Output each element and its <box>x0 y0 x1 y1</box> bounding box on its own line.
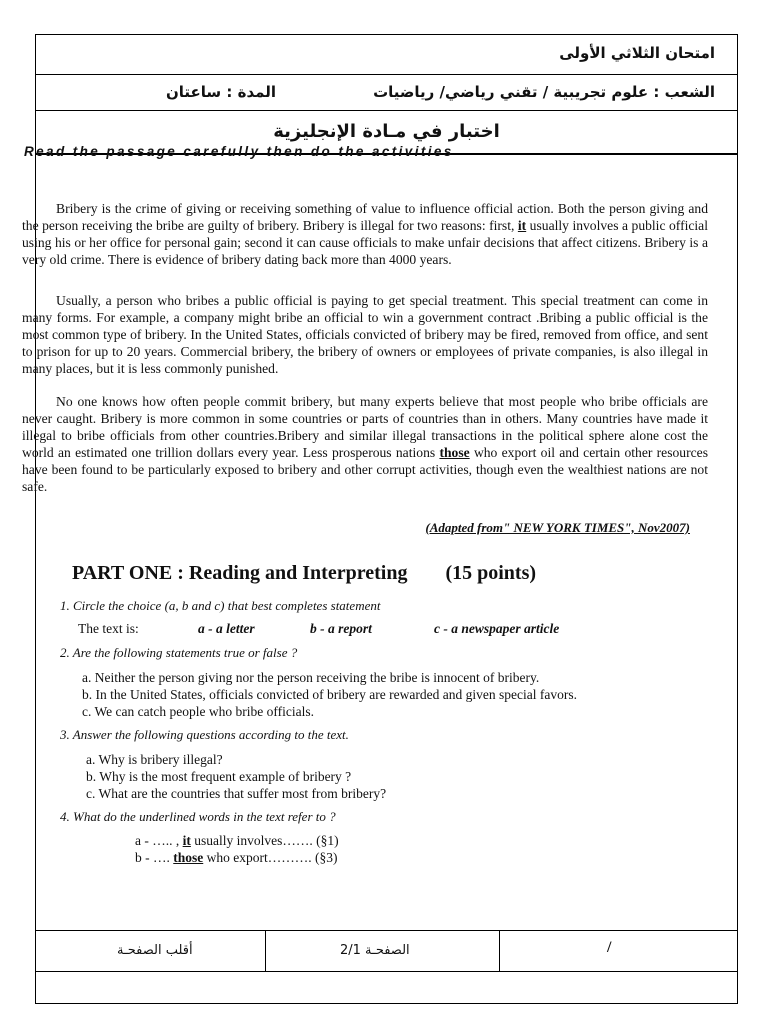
header-row-streams <box>36 75 737 111</box>
question-3: 3. Answer the following questions according to the text. <box>60 727 349 742</box>
passage-paragraph-3 <box>22 394 708 495</box>
streams-label: الشعب : علوم تجريبية / تقني رياضي/ رياضيات <box>373 83 715 101</box>
exam-title: امتحان الثلاثي الأولى <box>559 44 715 62</box>
q1-option-c: c - a newspaper article <box>434 621 560 636</box>
question-4: 4. What do the underlined words in the text refer to ? <box>60 809 336 824</box>
subject-title: اختبار في مـادة الإنجليزية <box>273 121 500 142</box>
q4-reference-a <box>135 833 339 849</box>
header-row-exam <box>36 35 737 75</box>
passage-paragraph-2 <box>22 293 708 378</box>
footer-divider <box>499 931 500 971</box>
q4-b-suffix: who export………. (§3) <box>203 850 338 865</box>
instruction-text: Read the passage carefully then do the activities <box>24 144 454 159</box>
q4-b-word: those <box>173 850 204 865</box>
p3-text-a: No one knows how often people commit bribery, but many experts believe that most people who bribe officials are never caught. Bribery is more common in some countries or parts of countries than in others. Many countries have made it illegal to bribe officials from other countries.Bribery and similar illegal transactions in the political sphere alone cost the world an estimated one trillion dollars every year. Less prosperous nations <box>22 394 708 460</box>
p2-text: Usually, a person who bribes a public official is paying to get special treatment. This special treatment can come in many forms. For example, a company might bribe an official to win a government contract .Bribing a public official is the most common type of bribery. In the United States, officials convicted of bribery may be fired, removed from office, and sent to prison for up to 20 years. Commercial bribery, the bribery of owners or employees of private companies, is also illegal in many places, but it is less commonly punished. <box>22 293 708 376</box>
duration-label: المدة : ساعتان <box>166 83 276 101</box>
page-footer <box>35 930 738 972</box>
q4-a-word: it <box>182 833 191 848</box>
footer-divider <box>265 931 266 971</box>
underlined-word-it: it <box>517 217 527 233</box>
q4-b-prefix: b - …. <box>135 850 174 865</box>
footer-mark: / <box>607 939 612 956</box>
underlined-word-those: those <box>439 444 470 460</box>
q4-a-prefix: a - ….. , <box>135 833 183 848</box>
q3-question-c: c. What are the countries that suffer most from bribery? <box>86 786 387 801</box>
q2-statement-a: a. Neither the person giving nor the person receiving the bribe is innocent of bribery. <box>82 670 540 685</box>
question-2: 2. Are the following statements true or false ? <box>60 645 298 660</box>
p1-text-a: Bribery is the crime of giving or receiving something of value to influence official action. Both the person giving and the person receiving the bribe are guilty of bribery. Bribery is illegal for two reasons: first, <box>22 201 708 233</box>
q1-stem: The text is: <box>78 621 139 636</box>
page-number-label: الصفحـة 2/1 <box>340 943 410 958</box>
passage-source: (Adapted from" NEW YORK TIMES", Nov2007) <box>425 520 690 535</box>
part-one-heading <box>72 562 536 585</box>
q2-statement-b: b. In the United States, officials convicted of bribery are rewarded and given special favors. <box>82 687 577 702</box>
q2-statement-c: c. We can catch people who bribe officials. <box>82 704 314 719</box>
turn-page-label: أقلب الصفحـة <box>117 943 193 958</box>
q3-question-a: a. Why is bribery illegal? <box>86 752 223 767</box>
passage-paragraph-1 <box>22 201 708 269</box>
q4-a-suffix: usually involves……. (§1) <box>190 833 339 848</box>
q1-option-a: a - a letter <box>198 621 255 636</box>
q3-question-b: b. Why is the most frequent example of bribery ? <box>86 769 352 784</box>
p1-text-b: usually involves a public official using his or her office for personal gain; second it can cause officials to make unfair decisions that affect citizens. Bribery is a very old crime. There is evidence of bribery dating back more than 4000 years. <box>22 217 708 267</box>
question-1: 1. Circle the choice (a, b and c) that best completes statement <box>60 598 381 613</box>
q1-option-b: b - a report <box>310 621 372 636</box>
part-one-points: (15 points) <box>445 562 537 584</box>
p3-text-b: who export oil and certain other resources have been found to be particularly exposed to bribery and other corrupt activities, though even the wealthiest nations are not safe. <box>22 444 708 494</box>
part-one-title: PART ONE : Reading and Interpreting <box>72 562 408 584</box>
q4-reference-b <box>135 850 337 866</box>
